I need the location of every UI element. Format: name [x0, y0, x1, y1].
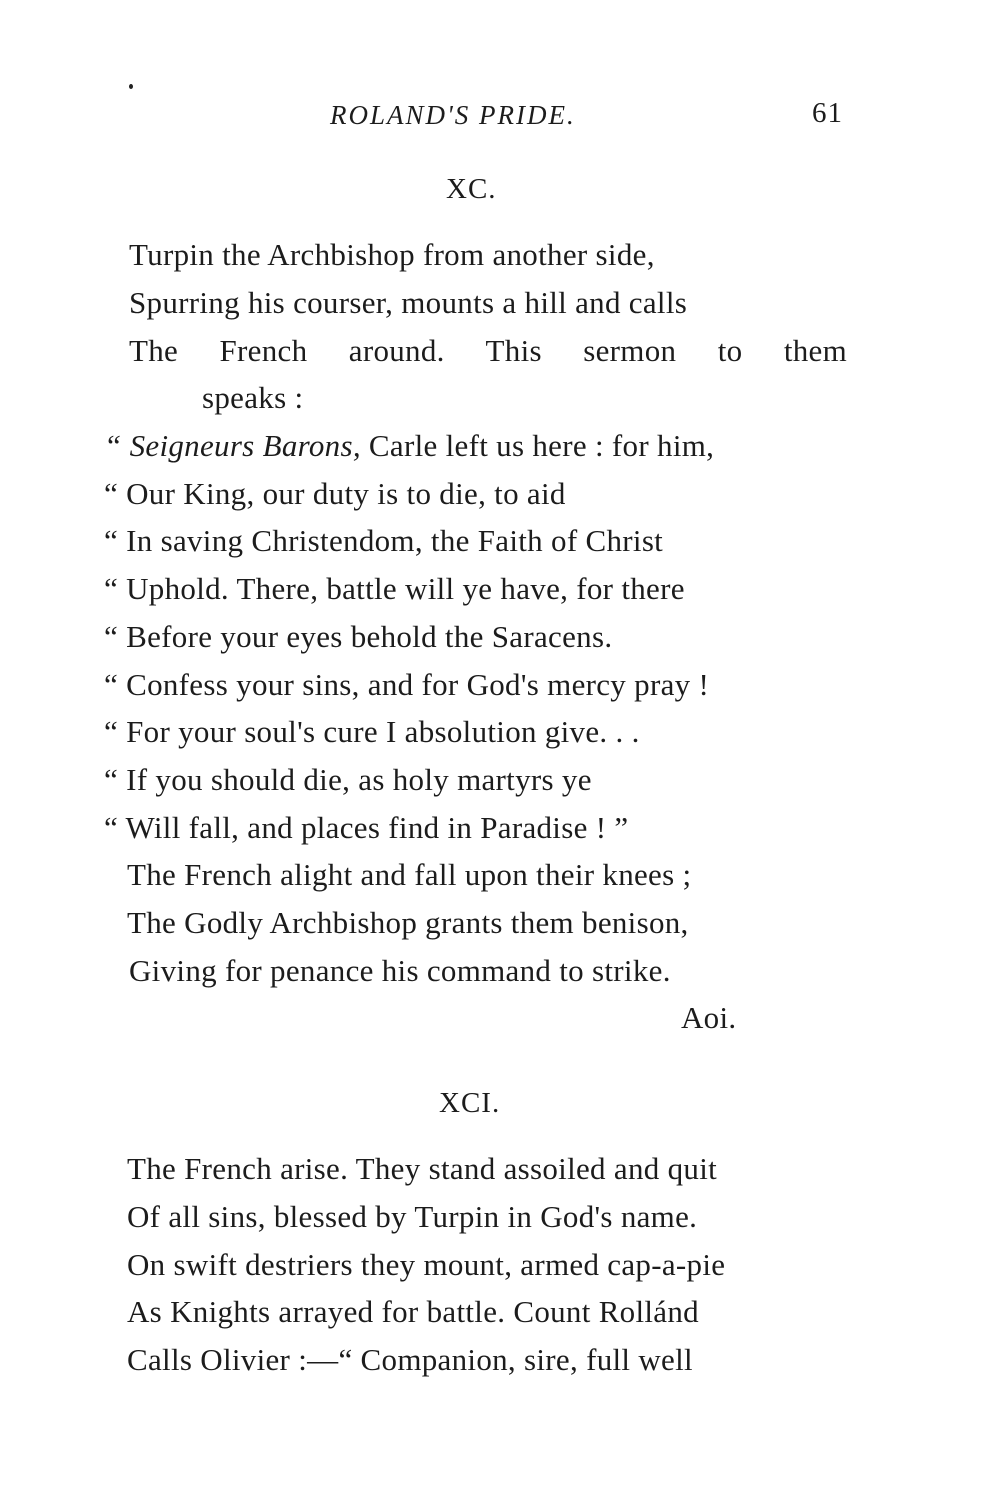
verse-line-quoted: “ Uphold. There, battle will ye have, for there: [104, 571, 685, 606]
verse-line-quoted: “ Will fall, and places find in Paradise ! ”: [104, 810, 629, 845]
verse-line-quoted: “ Our King, our duty is to die, to aid: [104, 476, 566, 511]
verse-line: The French around. This sermon to them: [129, 333, 847, 368]
italic-phrase: “ Seigneurs Barons,: [104, 428, 361, 463]
page-number: 61: [812, 97, 843, 129]
verse-line: Giving for penance his command to strike.: [129, 953, 671, 988]
verse-line: Turpin the Archbishop from another side,: [129, 237, 655, 272]
verse-line-tail: Carle left us here : for him,: [360, 428, 715, 463]
stanza-numeral-xci: XCI.: [439, 1087, 501, 1119]
verse-line-quoted: “ Confess your sins, and for God's mercy pray !: [104, 667, 710, 702]
verse-line: Calls Olivier :—“ Companion, sire, full well: [127, 1342, 693, 1377]
verse-line: The French alight and fall upon their knees ;: [127, 857, 692, 892]
verse-line-quoted: “ In saving Christendom, the Faith of Christ: [104, 523, 664, 558]
verse-line: The Godly Archbishop grants them benison,: [127, 905, 689, 940]
stanza-numeral-xc: XC.: [446, 173, 497, 205]
verse-line-quoted: [104, 426, 714, 466]
ink-speck: [129, 84, 133, 89]
verse-line: As Knights arrayed for battle. Count Rollánd: [127, 1294, 699, 1329]
verse-line-quoted: “ For your soul's cure I absolution give. . .: [104, 714, 640, 749]
verse-line: On swift destriers they mount, armed cap-a-pie: [127, 1247, 726, 1282]
verse-line-quoted: “ Before your eyes behold the Saracens.: [104, 619, 613, 654]
verse-line: The French arise. They stand assoiled and quit: [127, 1151, 718, 1186]
verse-line: Of all sins, blessed by Turpin in God's name.: [127, 1199, 698, 1234]
refrain-aoi: Aoi.: [681, 1000, 737, 1035]
running-title: ROLAND'S PRIDE.: [330, 100, 576, 130]
verse-line-runover: speaks :: [202, 380, 304, 415]
verse-line: Spurring his courser, mounts a hill and calls: [129, 285, 688, 320]
verse-line-quoted: “ If you should die, as holy martyrs ye: [104, 762, 592, 797]
